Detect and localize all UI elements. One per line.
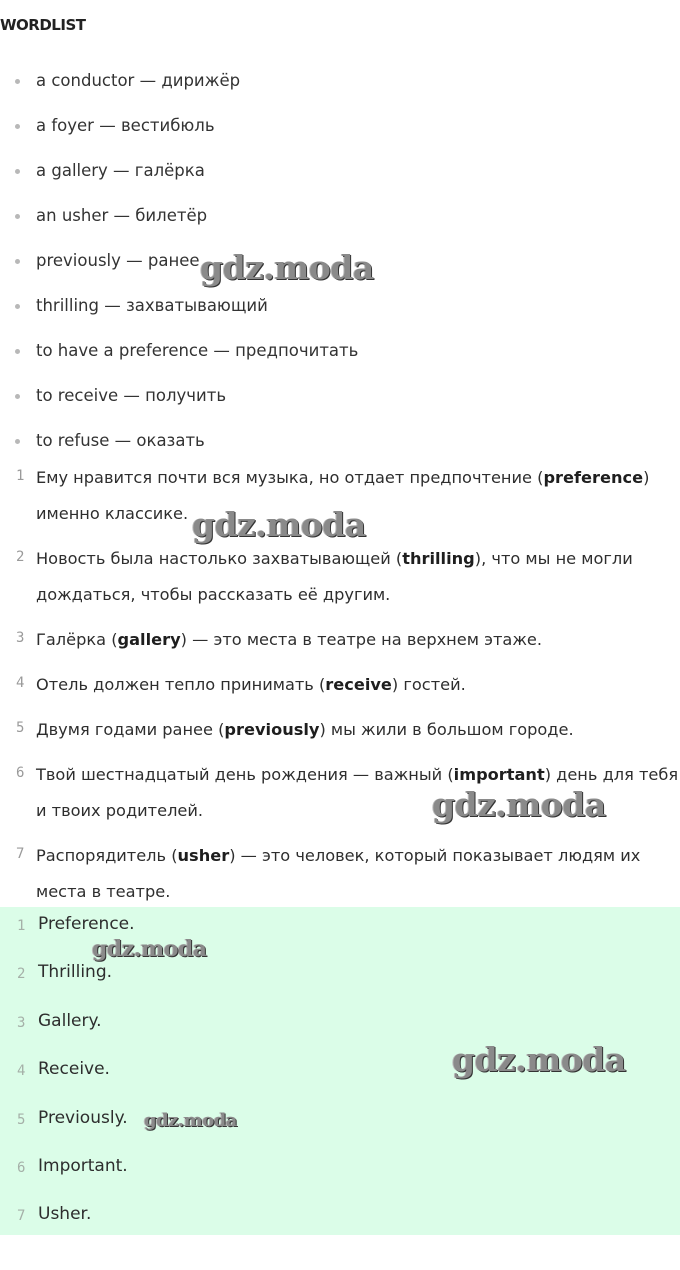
- answer-text: Gallery.: [38, 1011, 102, 1031]
- bullet-icon: [15, 349, 20, 354]
- bullet-icon: [15, 304, 20, 309]
- answer-text: Previously.: [38, 1108, 128, 1128]
- wordlist-item: [0, 373, 680, 418]
- bullet-icon: [15, 169, 20, 174]
- answer-number: 6: [17, 1160, 26, 1176]
- answer-text: Receive.: [38, 1059, 110, 1079]
- answer-word: preference: [543, 468, 644, 487]
- wordlist-item: [0, 103, 680, 148]
- wordlist-item: [0, 148, 680, 193]
- bullet-icon: [15, 394, 20, 399]
- answer-word: thrilling: [402, 549, 475, 568]
- sentence-text: Галёрка (gallery) — это места в театре на верхнем этаже.: [36, 630, 543, 649]
- bullet-icon: [15, 439, 20, 444]
- watermark: gdz.moda: [192, 505, 366, 544]
- sentence-number: 5: [16, 720, 25, 736]
- sentence-text: Твой шестнадцатый день рождения — важный (important) день для тебя и твоих родителей.: [36, 765, 679, 820]
- sentence-text: Отель должен тепло принимать (receive) гостей.: [36, 675, 466, 694]
- answer-item: [0, 1197, 680, 1245]
- bullet-icon: [15, 124, 20, 129]
- answer-number: 5: [17, 1112, 26, 1128]
- answer-item: [0, 955, 680, 1003]
- sentence-number: 3: [16, 630, 25, 646]
- answer-text: Preference.: [38, 914, 135, 934]
- answer-word: important: [453, 765, 545, 784]
- answer-number: 1: [17, 918, 26, 934]
- wordlist-item-text: previously — ранее: [36, 251, 200, 270]
- answer-text: Usher.: [38, 1204, 92, 1224]
- sentence-number: 1: [16, 468, 25, 484]
- answer-word: usher: [177, 846, 230, 865]
- answer-item: [0, 1149, 680, 1197]
- wordlist-title: WORDLIST: [0, 16, 86, 34]
- wordlist-item-text: an usher — билетёр: [36, 206, 208, 225]
- answer-word: receive: [325, 675, 392, 694]
- sentence-text: Двумя годами ранее (previously) мы жили в большом городе.: [36, 720, 574, 739]
- wordlist-item: [0, 418, 680, 463]
- sentence-text: Новость была настолько захватывающей (thrilling), что мы не могли дождаться, чтобы рассказать её другим.: [36, 549, 633, 604]
- wordlist-item: [0, 193, 680, 238]
- watermark: gdz.moda: [92, 936, 207, 962]
- bullet-icon: [15, 79, 20, 84]
- watermark: gdz.moda: [452, 1040, 626, 1079]
- wordlist-item: [0, 58, 680, 103]
- wordlist-item-text: a conductor — дирижёр: [36, 71, 241, 90]
- sentence-number: 2: [16, 549, 25, 565]
- wordlist-item-text: thrilling — захватывающий: [36, 296, 268, 315]
- sentence-number: 6: [16, 765, 25, 781]
- sentence-number: 7: [16, 846, 25, 862]
- answer-text: Thrilling.: [38, 962, 113, 982]
- answer-number: 4: [17, 1063, 26, 1079]
- answer-word: gallery: [117, 630, 181, 649]
- sentence-text: Распорядитель (usher) — это человек, который показывает людям их места в театре.: [36, 846, 641, 901]
- wordlist-item-text: a foyer — вестибюль: [36, 116, 215, 135]
- answer-number: 7: [17, 1208, 26, 1224]
- wordlist-item-text: to receive — получить: [36, 386, 227, 405]
- answer-number: 2: [17, 966, 26, 982]
- wordlist-item-text: to have a preference — предпочитать: [36, 341, 359, 360]
- wordlist-item: [0, 328, 680, 373]
- wordlist-item-text: a gallery — галёрка: [36, 161, 205, 180]
- wordlist-item-text: to refuse — оказать: [36, 431, 205, 450]
- answer-word: previously: [224, 720, 320, 739]
- sentence-number: 4: [16, 675, 25, 691]
- bullet-icon: [15, 259, 20, 264]
- answer-item: [0, 1101, 680, 1149]
- answer-number: 3: [17, 1015, 26, 1031]
- answer-text: Important.: [38, 1156, 128, 1176]
- sentence-text: Ему нравится почти вся музыка, но отдает предпочтение (preference) именно классике.: [36, 468, 650, 523]
- watermark: gdz.moda: [200, 248, 374, 287]
- bullet-icon: [15, 214, 20, 219]
- watermark: gdz.moda: [432, 785, 606, 824]
- wordlist-item: [0, 283, 680, 328]
- watermark: gdz.moda: [144, 1110, 237, 1131]
